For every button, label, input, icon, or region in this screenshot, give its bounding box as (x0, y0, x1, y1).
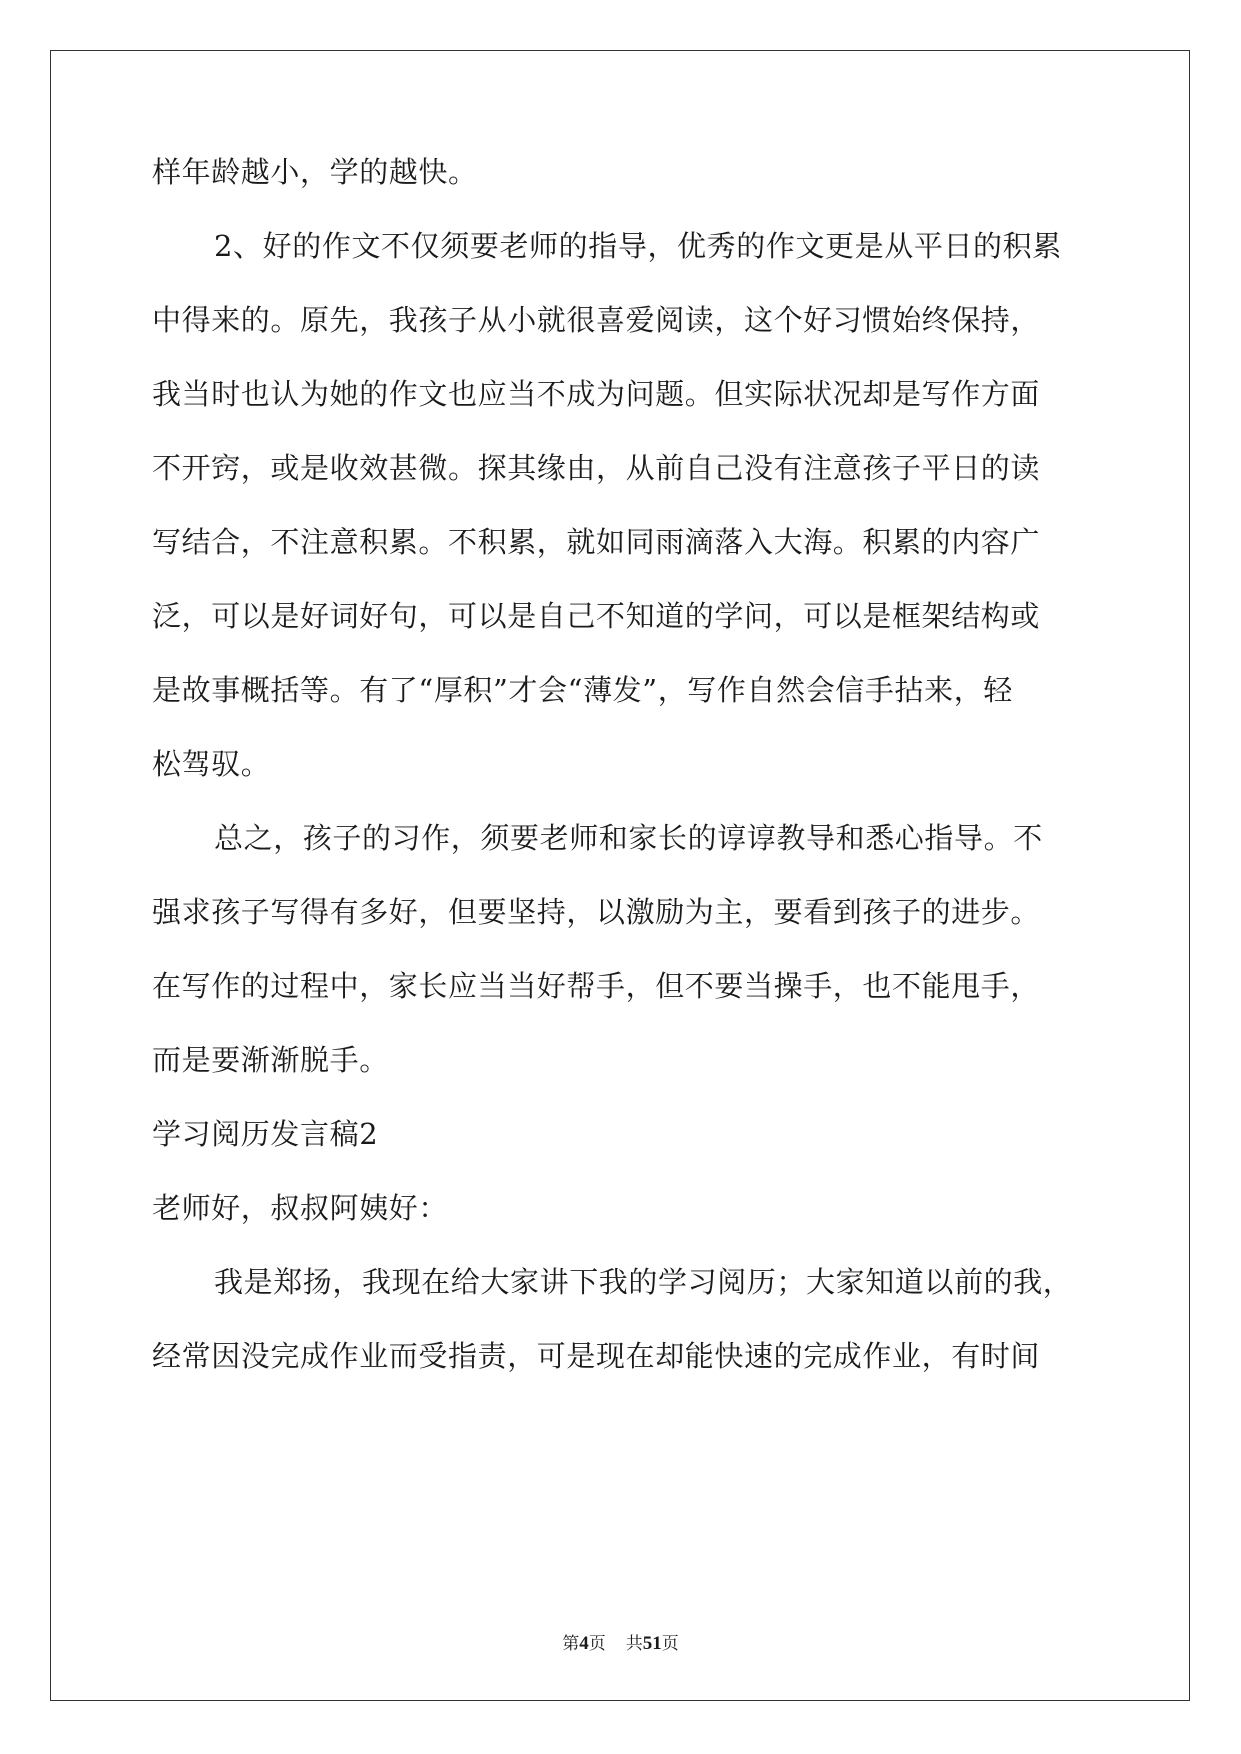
text-line: 我当时也认为她的作文也应当不成为问题。但实际状况却是写作方面 (152, 377, 1041, 411)
paragraph-start-line: 我是郑扬，我现在给大家讲下我的学习阅历；大家知道以前的我， (214, 1265, 1073, 1299)
page-border (50, 50, 1190, 1701)
text-line: 泛，可以是好词好句，可以是自己不知道的学问，可以是框架结构或 (152, 599, 1041, 633)
page-number: 4 (579, 1633, 589, 1654)
text-line: 强求孩子写得有多好，但要坚持，以激励为主，要看到孩子的进步。 (152, 895, 1041, 929)
text-line: 在写作的过程中，家长应当当好帮手，但不要当操手，也不能甩手， (152, 969, 1041, 1003)
paragraph-start-line: 总之，孩子的习作，须要老师和家长的谆谆教导和悉心指导。不 (214, 821, 1043, 855)
page-suffix: 页 (588, 1634, 606, 1654)
page-prefix: 第 (562, 1634, 580, 1654)
text-line: 松驾驭。 (152, 747, 271, 781)
text-line: 写结合，不注意积累。不积累，就如同雨滴落入大海。积累的内容广 (152, 525, 1041, 559)
section-heading: 学习阅历发言稿2 (152, 1117, 379, 1151)
salutation-line: 老师好，叔叔阿姨好： (152, 1191, 449, 1225)
total-suffix: 页 (661, 1634, 679, 1654)
text-line: 而是要渐渐脱手。 (152, 1043, 389, 1077)
text-line: 不开窍，或是收效甚微。探其缘由，从前自己没有注意孩子平日的读 (152, 451, 1041, 485)
page-footer (0, 1632, 1241, 1656)
text-line: 是故事概括等。有了“厚积”才会“薄发”，写作自然会信手拈来，轻 (152, 673, 1013, 707)
text-line: 中得来的。原先，我孩子从小就很喜爱阅读，这个好习惯始终保持， (152, 303, 1041, 337)
total-prefix: 共 (625, 1634, 643, 1654)
text-line: 样年龄越小，学的越快。 (152, 155, 478, 189)
text-line: 经常因没完成作业而受指责，可是现在却能快速的完成作业，有时间 (152, 1339, 1041, 1373)
total-pages: 51 (642, 1633, 662, 1654)
paragraph-start-line: 2、好的作文不仅须要老师的指导，优秀的作文更是从平日的积累 (214, 229, 1062, 263)
